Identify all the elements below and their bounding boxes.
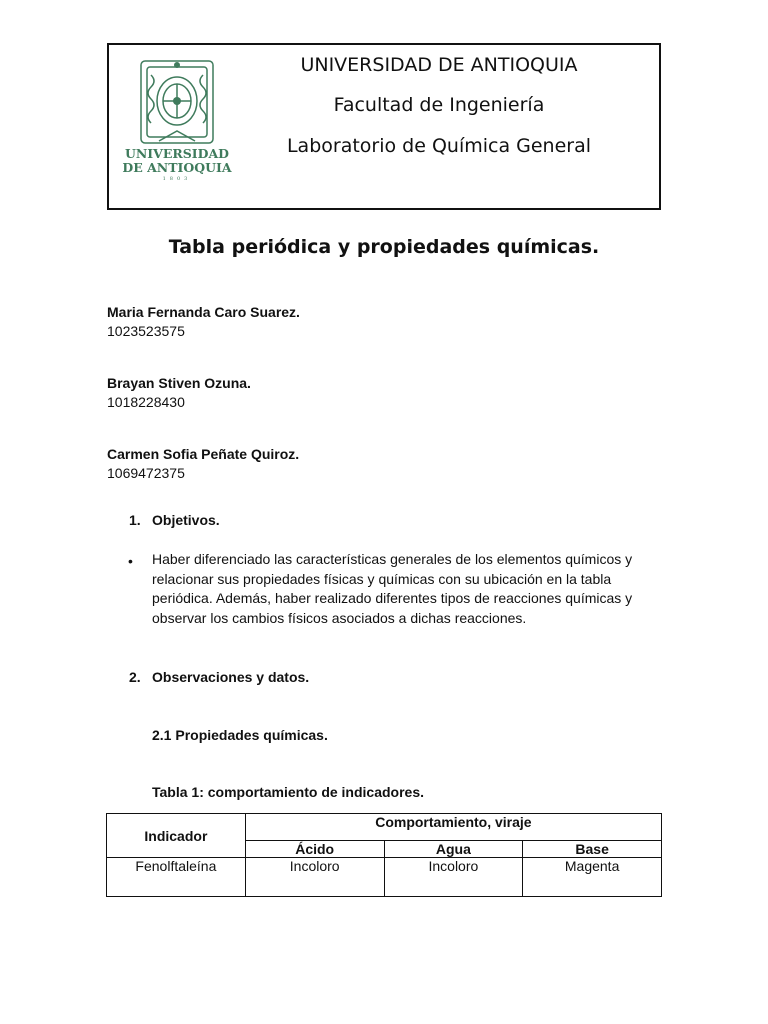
section-title: Objetivos. [152,512,220,528]
cell-acido: Incoloro [245,858,384,897]
header-indicador: Indicador [107,814,246,858]
lab-name: Laboratorio de Química General [286,135,592,157]
logo-year: 1803 [162,176,192,182]
subsection-propiedades: 2.1 Propiedades químicas. [152,727,328,743]
faculty-name: Facultad de Ingeniería [333,94,545,116]
university-name: UNIVERSIDAD DE ANTIOQUIA [300,54,578,76]
cell-agua: Incoloro [384,858,523,897]
header-comportamiento: Comportamiento, viraje [245,814,661,841]
table-row [107,858,662,897]
author-id: 1018228430 [107,394,185,410]
author-name: Maria Fernanda Caro Suarez. [107,304,300,320]
document-title: Tabla periódica y propiedades químicas. [168,236,600,258]
objective-text: Haber diferenciado las características generales de los elementos químicos y relacionar sus propiedades físicas y químicas con su ubicación en la tabla periódica. Además, haber realizado diferentes tipos de reacciones químicas y observar los cambios físicos asociados a dichas reacciones. [152,551,633,626]
author-name: Brayan Stiven Ozuna. [107,375,251,391]
header-agua: Agua [384,841,523,858]
header-acido: Ácido [245,841,384,858]
logo-text-1: UNIVERSIDAD [124,146,230,161]
author-name: Carmen Sofia Peñate Quiroz. [107,446,300,462]
bullet-icon: • [128,553,133,569]
section-number: 2. [129,669,141,685]
indicators-table [106,813,662,897]
section-title: Observaciones y datos. [152,669,310,685]
author-id: 1023523575 [107,323,185,339]
table-caption: Tabla 1: comportamiento de indicadores. [152,784,425,800]
logo-text-2: DE ANTIOQUIA [122,160,232,175]
cell-indicador: Fenolftaleína [107,858,246,897]
header-base: Base [523,841,662,858]
author-id: 1069472375 [107,465,185,481]
section-observaciones [129,669,309,685]
cell-base: Magenta [523,858,662,897]
university-logo [122,57,232,182]
section-number: 1. [129,512,141,528]
header-box [107,43,661,210]
section-objetivos [129,512,220,528]
